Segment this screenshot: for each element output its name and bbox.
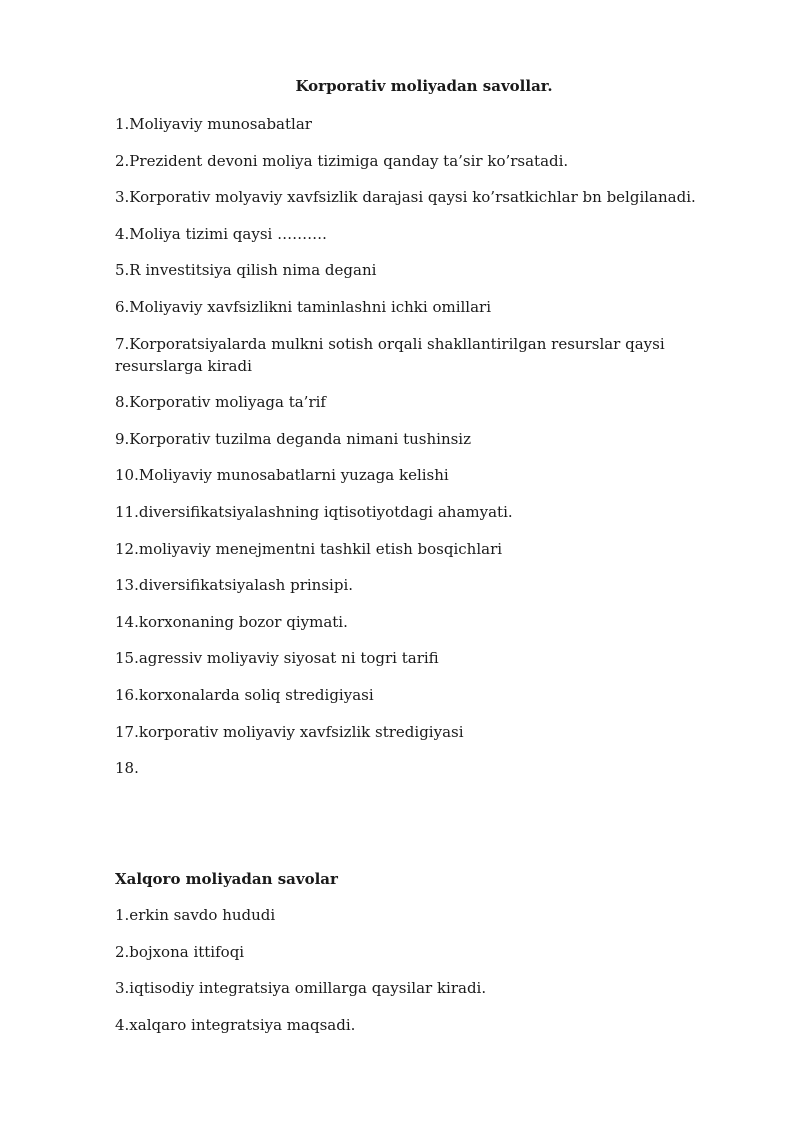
list-item: 1.Moliyaviy munosabatlar [115, 115, 312, 133]
list-item: 8.Korporativ moliyaga ta’rif [115, 393, 326, 412]
list-item: 16.korxonalarda soliq stredigiyasi [115, 685, 374, 704]
list-item: 7.Korporatsiyalarda mulkni sotish orqali shakllantirilgan resurslar qaysi resurslarga kiradi [115, 334, 665, 375]
list-item: 2.bojxona ittifoqi [115, 942, 245, 961]
list-item: 12.moliyaviy menejmentni tashkil etish bosqichlari [115, 539, 503, 558]
list-item: 10.Moliyaviy munosabatlarni yuzaga kelishi [115, 466, 449, 485]
list-item: 9.Korporativ tuzilma deganda nimani tushinsiz [115, 429, 472, 448]
list-item: 6.Moliyaviy xavfsizlikni taminlashni ichki omillari [115, 297, 492, 316]
list-item: 11.diversifikatsiyalashning iqtisotiyotdagi ahamyati. [115, 502, 513, 521]
list-item: 4.Moliya tizimi qaysi ………. [115, 224, 327, 243]
section-1-title: Korporativ moliyadan savollar. [295, 77, 553, 95]
list-item: 3.iqtisodiy integratsiya omillarga qaysilar kiradi. [115, 979, 487, 998]
list-item: 14.korxonaning bozor qiymati. [115, 612, 348, 631]
list-item: 1.erkin savdo hududi [115, 906, 276, 924]
list-item: 5.R investitsiya qilish nima degani [115, 261, 377, 280]
section-1-question-list [115, 113, 725, 794]
section-2-question-list [115, 904, 725, 1050]
list-item: 15.agressiv moliyaviy siyosat ni togri tarifi [115, 649, 439, 668]
list-item: 3.Korporativ molyaviy xavfsizlik darajasi qaysi ko’rsatkichlar bn belgilanadi. [115, 188, 696, 207]
list-item: 18. [115, 759, 139, 778]
list-item: 17.korporativ moliyaviy xavfsizlik stredigiyasi [115, 722, 464, 741]
list-item: 2.Prezident devoni moliya tizimiga qanday ta’sir ko’rsatadi. [115, 151, 569, 170]
list-item: 4.xalqaro integratsiya maqsadi. [115, 1015, 356, 1034]
list-item: 13.diversifikatsiyalash prinsipi. [115, 576, 354, 595]
section-2-title: Xalqoro moliyadan savolar [115, 870, 338, 888]
